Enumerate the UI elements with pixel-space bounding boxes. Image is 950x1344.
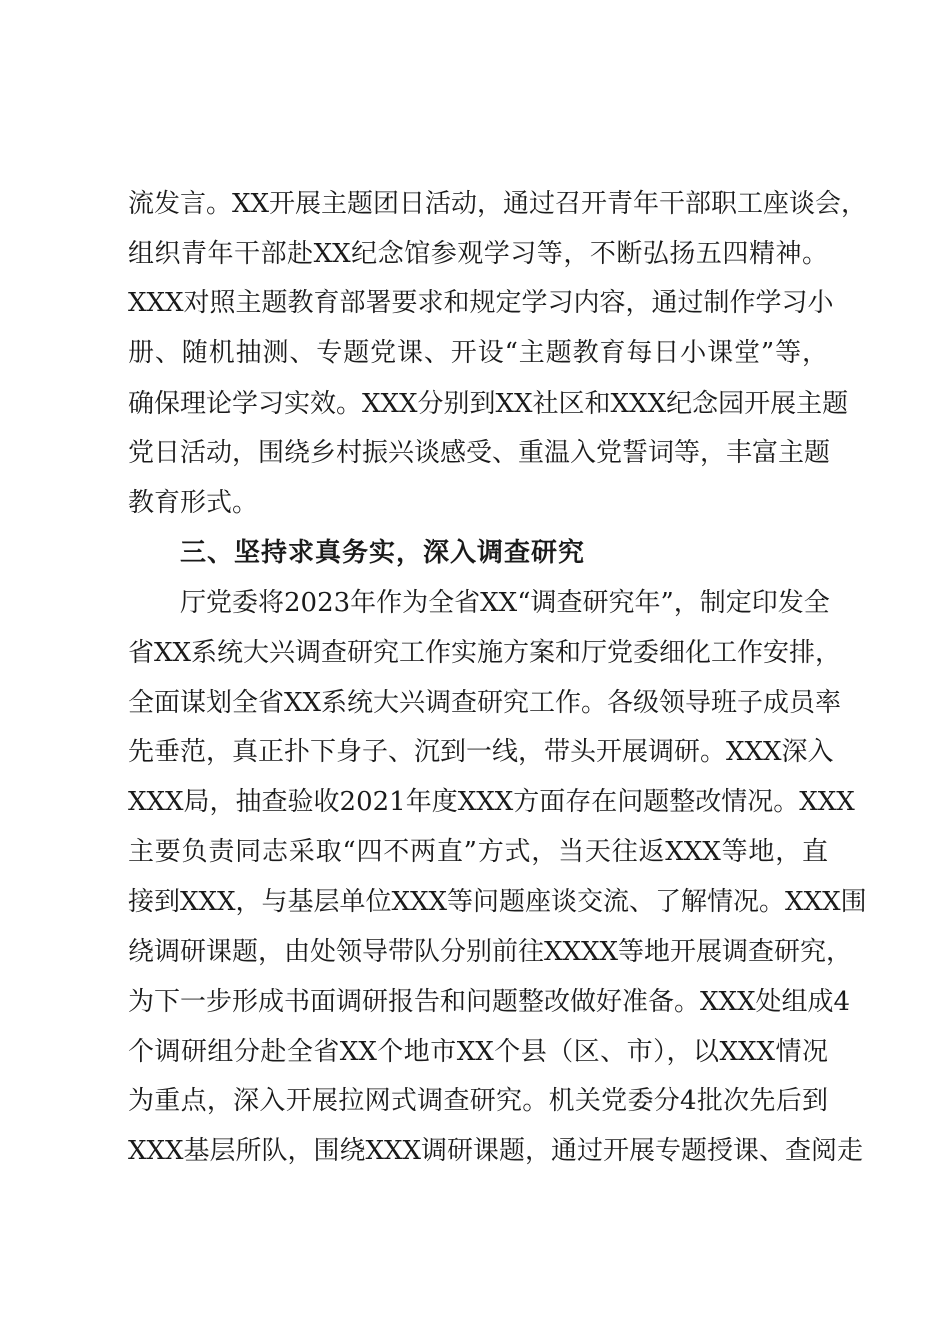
section-3-line-2: 省XX系统大兴调查研究工作实施方案和厅党委细化工作安排， [128, 638, 842, 668]
section-3-line-3: 全面谋划全省XX系统大兴调查研究工作。各级领导班子成员率 [128, 688, 842, 718]
section-3-line-8: 绕调研课题，由处领导带队分别前往XXXX等地开展调查研究， [128, 937, 853, 967]
paragraph-1-line-5: 确保理论学习实效。XXX分别到XX社区和XXX纪念园开展主题 [128, 389, 849, 419]
paragraph-1-line-2: 组织青年干部赴XX纪念馆参观学习等，不断弘扬五四精神。 [128, 239, 828, 269]
section-3-line-12: XXX基层所队，围绕XXX调研课题，通过开展专题授课、查阅走 [128, 1136, 864, 1166]
paragraph-1-line-7: 教育形式。 [128, 488, 259, 518]
section-3-line-10: 个调研组分赴全省XX个地市XX个县（区、市），以XXX情况 [128, 1037, 828, 1067]
section-3-line-4: 先垂范，真正扑下身子、沉到一线，带头开展调研。XXX深入 [128, 737, 834, 767]
section-3-line-11: 为重点，深入开展拉网式调查研究。机关党委分4批次先后到 [128, 1086, 828, 1116]
section-3-heading: 三、坚持求真务实，深入调查研究 [180, 538, 586, 568]
paragraph-1-line-4: 册、随机抽测、专题党课、开设“主题教育每日小课堂”等， [128, 338, 828, 368]
paragraph-1-line-3: XXX对照主题教育部署要求和规定学习内容，通过制作学习小 [128, 288, 834, 318]
paragraph-1-line-6: 党日活动，围绕乡村振兴谈感受、重温入党誓词等，丰富主题 [128, 438, 831, 468]
section-3-line-7: 接到XXX，与基层单位XXX等问题座谈交流、了解情况。XXX围 [128, 887, 867, 917]
paragraph-1-line-1: 流发言。XX开展主题团日活动，通过召开青年干部职工座谈会， [128, 189, 868, 219]
section-3-line-5: XXX局，抽查验收2021年度XXX方面存在问题整改情况。XXX [128, 787, 855, 817]
section-3-line-1: 厅党委将2023年作为全省XX“调查研究年”，制定印发全 [180, 588, 830, 618]
section-3-line-6: 主要负责同志采取“四不两直”方式，当天往返XXX等地，直 [128, 837, 828, 867]
section-3-line-9: 为下一步形成书面调研报告和问题整改做好准备。XXX处组成4 [128, 987, 851, 1017]
